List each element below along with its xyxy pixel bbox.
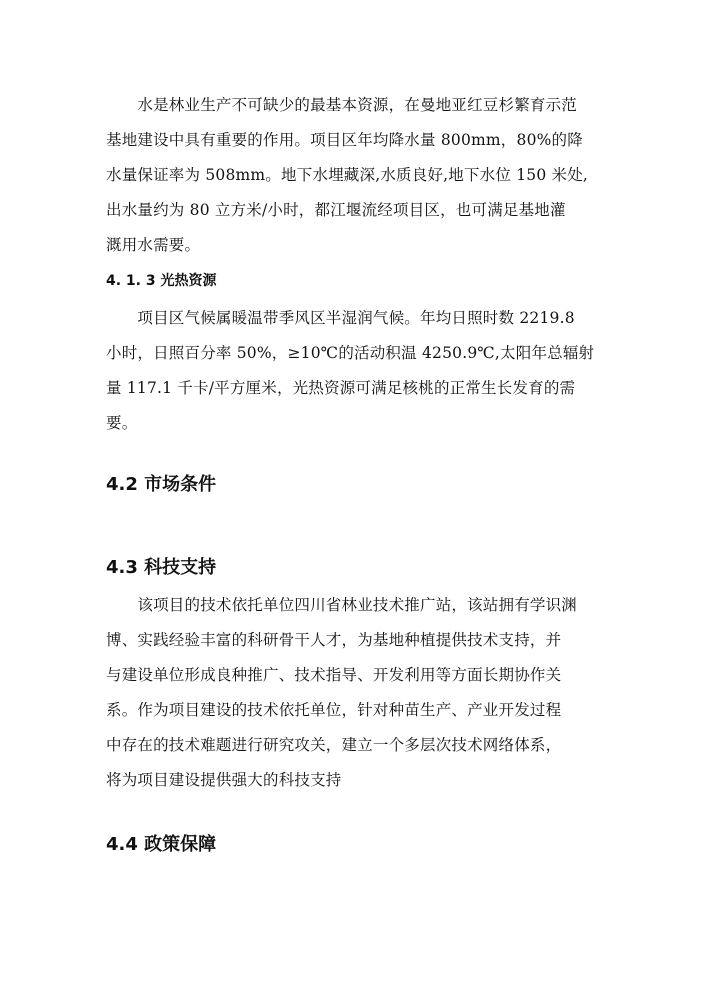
paragraph-light-heat-resources — [106, 301, 602, 441]
paragraph-line: 溉用水需要。 — [106, 236, 201, 254]
paragraph-line: 量 117.1 千卡/平方厘米，光热资源可满足核桃的正常生长发育的需 — [106, 379, 576, 397]
paragraph-line: 项目区气候属暖温带季风区半湿润气候。年均日照时数 2219.8 — [106, 309, 575, 327]
paragraph-line: 出水量约为 80 立方米/小时，都江堰流经项目区，也可满足基地灌 — [106, 201, 566, 219]
paragraph-line: 水是林业生产不可缺少的最基本资源，在曼地亚红豆杉繁育示范 — [106, 96, 578, 114]
paragraph-tech-support — [106, 588, 602, 798]
paragraph-line: 将为项目建设提供强大的科技支持 — [106, 771, 342, 789]
paragraph-water-resources — [106, 88, 602, 263]
paragraph-line: 中存在的技术难题进行研究攻关，建立一个多层次技术网络体系， — [106, 736, 562, 754]
paragraph-line: 小时，日照百分率 50%，≥10℃的活动积温 4250.9℃,太阳年总辐射 — [106, 344, 595, 362]
heading-4-2: 4.2 市场条件 — [106, 474, 217, 495]
heading-4-1-3: 4. 1. 3 光热资源 — [106, 273, 217, 289]
paragraph-line: 基地建设中具有重要的作用。项目区年均降水量 800mm，80%的降 — [106, 131, 583, 149]
paragraph-line: 水量保证率为 508mm。地下水埋藏深,水质良好,地下水位 150 米处, — [106, 166, 589, 184]
heading-4-3: 4.3 科技支持 — [106, 557, 217, 578]
paragraph-line: 系。作为项目建设的技术依托单位，针对种苗生产、产业开发过程 — [106, 701, 562, 719]
paragraph-line: 该项目的技术依托单位四川省林业技术推广站，该站拥有学识渊 — [106, 596, 578, 614]
paragraph-line: 博、实践经验丰富的科研骨干人才，为基地种植提供技术支持，并 — [106, 631, 562, 649]
paragraph-line: 要。 — [106, 414, 138, 432]
paragraph-line: 与建设单位形成良种推广、技术指导、开发利用等方面长期协作关 — [106, 666, 562, 684]
heading-4-4: 4.4 政策保障 — [106, 834, 217, 855]
